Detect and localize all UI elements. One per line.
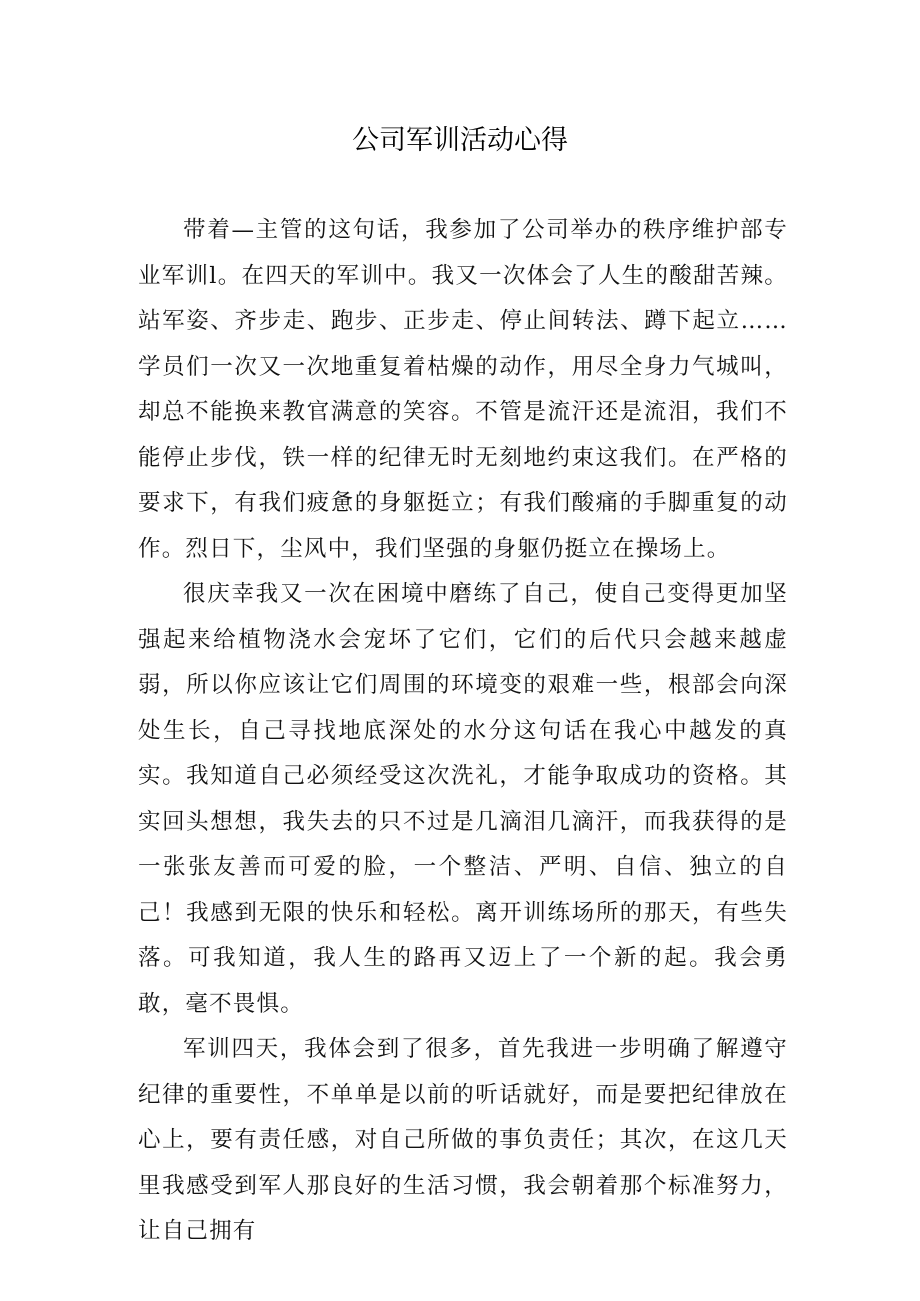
paragraph-1: 带着—主管的这句话，我参加了公司举办的秩序维护部专业军训l。在四天的军训中。我又一次体会了人生的酸甜苦辣。站军姿、齐步走、跑步、正步走、停止间转法、蹲下起立……学员们一次又一次地重复着枯燥的动作，用尽全身力气城叫，却总不能换来教官满意的笑容。不管是流汗还是流泪，我们不能停止步伐，铁一样的纪律无时无刻地约束这我们。在严格的要求下，有我们疲惫的身躯挺立；有我们酸痛的手脚重复的动作。烈日下，尘风中，我们坚强的身躯仍挺立在操场上。 <box>138 217 788 562</box>
document-title: 公司军训活动心得 <box>352 125 568 156</box>
paragraph-3: 军训四天，我体会到了很多，首先我进一步明确了解遵守纪律的重要性，不单单是以前的听话就好，而是要把纪律放在心上，要有责任感，对自己所做的事负责任；其次，在这几天里我感受到军人那良好的生活习惯，我会朝着那个标准努力，让自己拥有 <box>138 1036 788 1244</box>
paragraph-2: 很庆幸我又一次在困境中磨练了自己，使自己变得更加坚强起来给植物浇水会宠坏了它们，它们的后代只会越来越虚弱，所以你应该让它们周围的环境变的艰难一些，根部会向深处生长，自己寻找地底深处的水分这句话在我心中越发的真实。我知道自己必须经受这次洗礼，才能争取成功的资格。其实回头想想，我失去的只不过是几滴泪几滴汗，而我获得的是一张张友善而可爱的脸，一个整洁、严明、自信、独立的自己！我感到无限的快乐和轻松。离开训练场所的那天，有些失落。可我知道，我人生的路再又迈上了一个新的起。我会勇敢，毫不畏惧。 <box>138 581 788 1017</box>
document-body <box>138 208 788 1255</box>
